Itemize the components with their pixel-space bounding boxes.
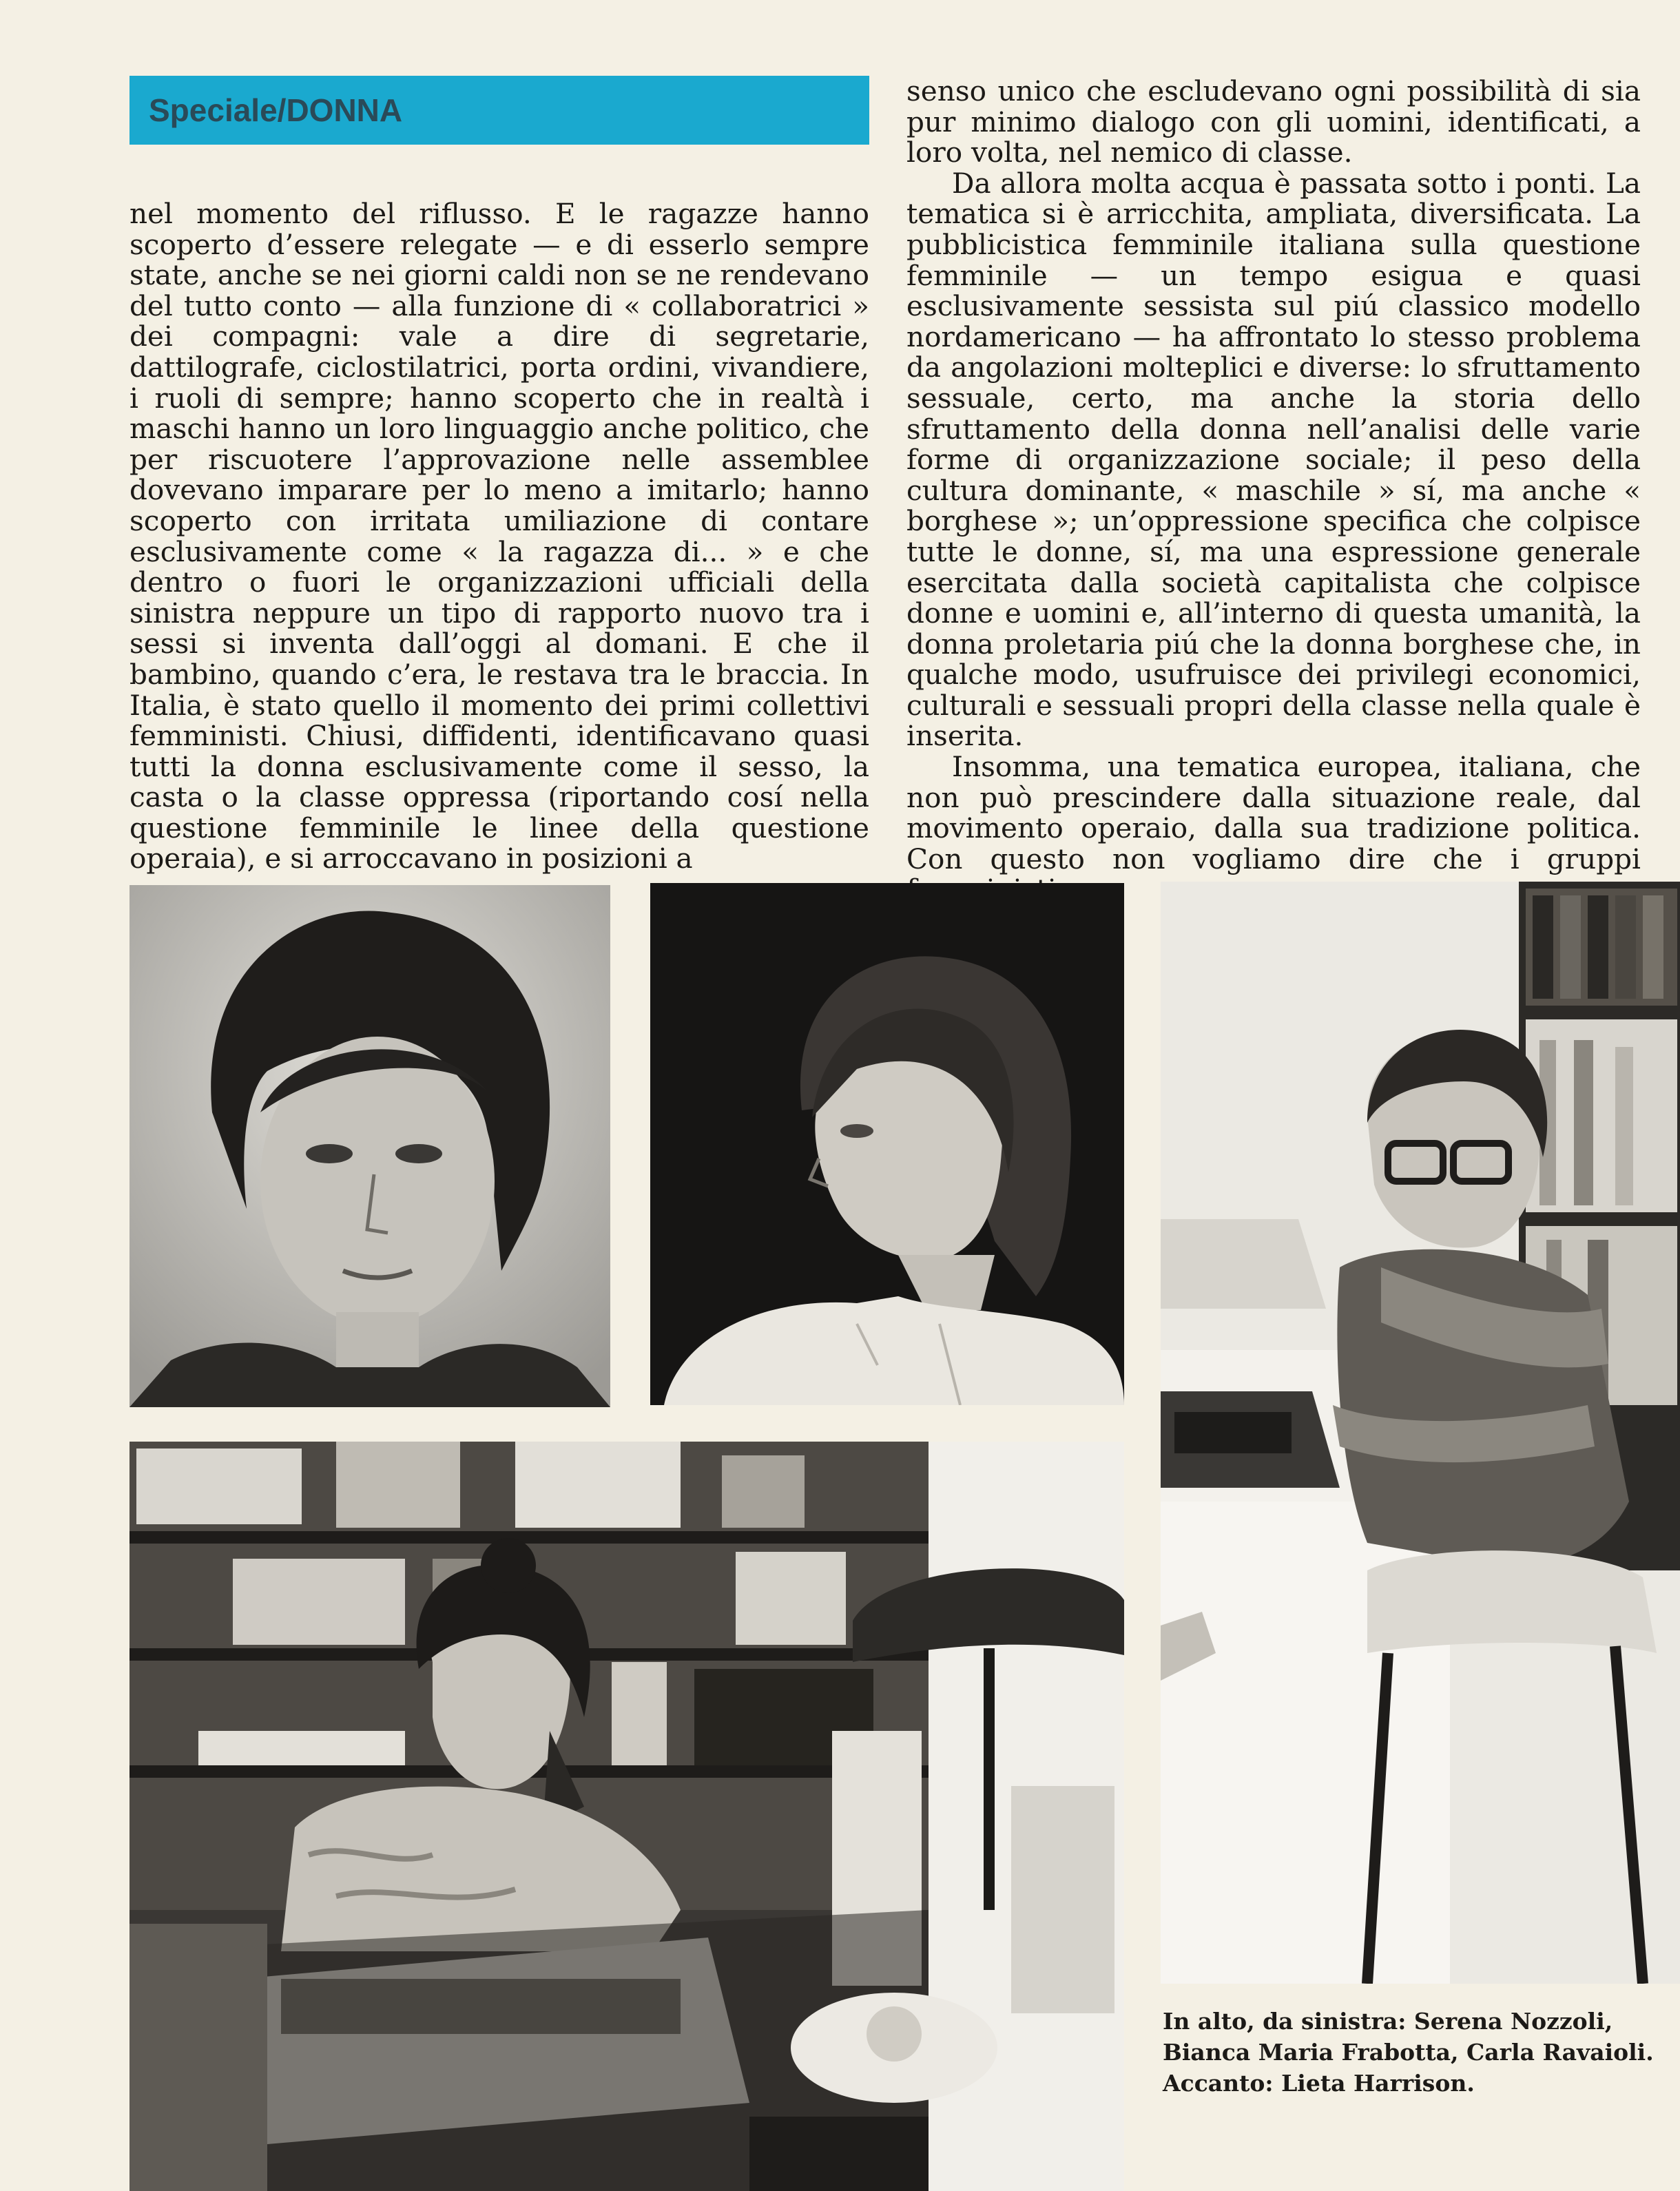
paragraph: Insomma, una tematica europea, italiana, che non può prescindere dalla situazione reale, dal movimento operaio, dalla sua tradizione politica. Con questo non vogliamo dire che i gruppi — [906, 750, 1641, 875]
article-column-right — [906, 76, 1641, 905]
photo-lieta-harrison — [129, 1442, 1124, 2191]
photo-caption — [1163, 2006, 1672, 2099]
photo-serena-nozzoli — [129, 885, 610, 1407]
paragraph: Da allora molta acqua è passata sotto i ponti. La tematica si è arricchita, ampliata, diversificata. La pubblicistica femminile italiana sulla questione femminile — un tempo esigua e quasi esclusivamente sessista sul piú classico modello nordamericano — ha affrontato lo stesso problema da angolazioni molteplici e diverse: lo sfruttamento sessuale, certo, ma anche la storia dello sfruttamento della donna nell’analisi delle varie forme di organizzazione sociale; il peso della cultura dominante, « maschile » sí, ma anche « borghese »; un’oppressione specifica che colpisce tutte le donne, sí, ma una espressione generale esercitata dalla società capitalista che colpisce donne e uomini e, all’interno di questa umanità, la donna proletaria piú che la donna borghese che, in qualche modo, usufruisce dei privilegi economici, culturali e sessuali propri della classe nella quale è inserita. — [906, 166, 1641, 753]
photo-carla-ravaioli — [1161, 882, 1680, 1984]
caption-line: Bianca Maria Frabotta, Carla Ravaioli. — [1163, 2039, 1654, 2066]
caption-line: Accanto: Lieta Harrison. — [1163, 2070, 1475, 2097]
section-label: Speciale/DONNA — [149, 92, 403, 128]
caption-line: In alto, da sinistra: Serena Nozzoli, — [1163, 2008, 1613, 2035]
photo-bianca-maria-frabotta — [650, 883, 1124, 1405]
section-banner — [129, 76, 869, 145]
paragraph: senso unico che escludevano ogni possibilità di sia pur minimo dialogo con gli uomini, identificati, a loro volta, nel nemico di classe. — [906, 74, 1641, 169]
article-column-left — [129, 198, 869, 874]
paragraph: nel momento del riflusso. E le ragazze hanno scoperto d’essere relegate — e di esserlo sempre state, anche se nei giorni caldi non se ne rendevano del tutto conto — alla funzione di « collaboratrici » dei compagni: vale a dire di segretarie, dattilografe, ciclostilatrici, porta ordini, vivandiere, i ruoli di sempre; hanno scoperto che in realtà i maschi hanno un loro linguaggio anche politico, che per riscuotere l’approvazione nelle assemblee dovevano imparare per lo meno a imitarlo; hanno scoperto con irritata umiliazione di contare esclusivamente come « la ragazza di... » e che dentro o fuori le organizzazioni ufficiali della sinistra neppure un tipo di rapporto nuovo tra i sessi si inventa dall’oggi al domani. E che il bambino, quando c’era, le restava tra le braccia. In Italia, è stato quello il momento dei primi collettivi femministi. Chiusi, diffidenti, identificavano quasi tutti la donna esclusivamente come il sesso, la casta o la classe oppressa (riportando cosí nella questione femminile le linee della questione operaia), e si arroccavano in posizioni a — [129, 197, 869, 875]
